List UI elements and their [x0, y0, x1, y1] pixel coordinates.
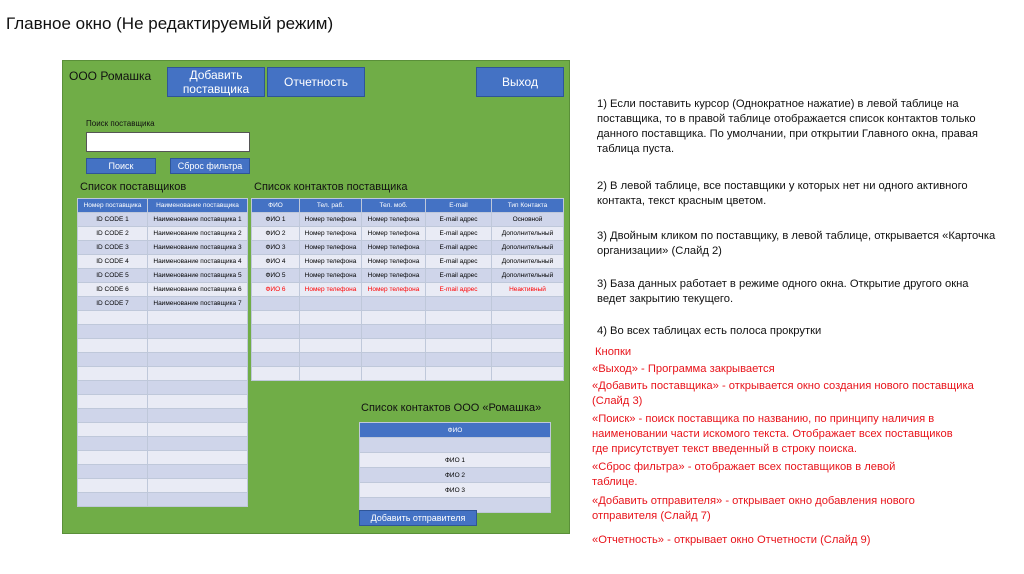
contact-empty-cell [362, 311, 426, 325]
supplier-empty-row [78, 325, 248, 339]
search-label: Поиск поставщика [86, 119, 155, 128]
supplier-cell: ID CODE 3 [78, 241, 148, 255]
contact-empty-row [252, 353, 564, 367]
contacts-table [251, 198, 564, 381]
contacts-column-header: Тел. моб. [362, 199, 426, 213]
suppliers-column-header: Наименование поставщика [148, 199, 248, 213]
supplier-row[interactable] [78, 269, 248, 283]
contacts-column-header: E-mail [426, 199, 492, 213]
org-contacts-header-row [360, 423, 551, 438]
supplier-empty-row [78, 339, 248, 353]
supplier-cell: ID CODE 1 [78, 213, 148, 227]
supplier-cell: Наименование поставщика 5 [148, 269, 248, 283]
contact-cell: Дополнительный [492, 255, 564, 269]
supplier-empty-cell [148, 451, 248, 465]
contact-cell: Номер телефона [362, 255, 426, 269]
note-5: 4) Во всех таблицах есть полоса прокрутки [597, 325, 822, 337]
contact-empty-cell [492, 353, 564, 367]
supplier-empty-row [78, 451, 248, 465]
contact-cell: Номер телефона [300, 283, 362, 297]
contact-cell: E-mail адрес [426, 213, 492, 227]
supplier-empty-row [78, 311, 248, 325]
supplier-empty-cell [78, 325, 148, 339]
button-note-reset-filter: «Сброс фильтра» - отображает всех поставщиков в левой таблице. [592, 461, 896, 488]
org-contacts-table [359, 422, 551, 513]
reports-button[interactable]: Отчетность [267, 67, 365, 97]
supplier-empty-row [78, 381, 248, 395]
supplier-empty-cell [78, 381, 148, 395]
contact-cell: E-mail адрес [426, 269, 492, 283]
supplier-empty-cell [148, 423, 248, 437]
contacts-title: Список контактов поставщика [254, 181, 408, 193]
slide-title: Главное окно (Не редактируемый режим) [6, 14, 334, 33]
contacts-column-header: Тип Контакта [492, 199, 564, 213]
note-1: 1) Если поставить курсор (Однократное нажатие) в левой таблице на поставщика, то в правой таблице отображается список контактов только данного поставщика. По умолчании, при открытии Главного окна, правая таблица пуста. [597, 98, 978, 155]
supplier-empty-cell [148, 339, 248, 353]
supplier-row[interactable] [78, 297, 248, 311]
contact-empty-cell [300, 353, 362, 367]
search-button[interactable]: Поиск [86, 158, 156, 174]
contact-cell: ФИО 3 [252, 241, 300, 255]
supplier-empty-cell [78, 367, 148, 381]
supplier-empty-cell [78, 339, 148, 353]
contact-row[interactable] [252, 255, 564, 269]
contacts-header-row [252, 199, 564, 213]
contact-empty-cell [362, 325, 426, 339]
contact-cell: Номер телефона [300, 255, 362, 269]
contact-empty-cell [300, 325, 362, 339]
org-contact-empty-row [360, 438, 551, 453]
contact-empty-cell [492, 339, 564, 353]
supplier-row[interactable] [78, 241, 248, 255]
supplier-cell: ID CODE 4 [78, 255, 148, 269]
supplier-empty-cell [148, 395, 248, 409]
add-supplier-button[interactable]: Добавить поставщика [167, 67, 265, 97]
supplier-empty-row [78, 367, 248, 381]
contact-empty-row [252, 311, 564, 325]
suppliers-header-row [78, 199, 248, 213]
contact-row[interactable] [252, 227, 564, 241]
button-note-exit: «Выход» - Программа закрывается [592, 363, 775, 375]
contact-cell: E-mail адрес [426, 283, 492, 297]
contact-cell: Номер телефона [300, 241, 362, 255]
org-contact-row[interactable] [360, 468, 551, 483]
supplier-empty-cell [78, 493, 148, 507]
contact-empty-cell [252, 367, 300, 381]
contact-empty-cell [362, 353, 426, 367]
buttons-heading: Кнопки [595, 346, 632, 358]
supplier-cell: ID CODE 2 [78, 227, 148, 241]
contact-empty-cell [492, 311, 564, 325]
supplier-empty-cell [78, 395, 148, 409]
contact-empty-cell [426, 353, 492, 367]
contact-empty-cell [492, 297, 564, 311]
contact-cell: E-mail адрес [426, 241, 492, 255]
contact-cell: Номер телефона [362, 283, 426, 297]
search-input[interactable] [86, 132, 250, 152]
exit-button[interactable]: Выход [476, 67, 564, 97]
org-name-label: ООО Ромашка [69, 69, 152, 83]
note-2: 2) В левой таблице, все поставщики у которых нет ни одного активного контакта, текст красным цветом. [597, 180, 968, 207]
contact-empty-cell [426, 311, 492, 325]
contact-cell: E-mail адрес [426, 255, 492, 269]
supplier-empty-row [78, 353, 248, 367]
button-note-search: «Поиск» - поиск поставщика по названию, по принципу наличия в наименовании части искомого текста. Отображает всех поставщиков где присутствует текст введенный в строку поиска. [592, 413, 953, 455]
supplier-empty-cell [148, 353, 248, 367]
supplier-empty-cell [78, 423, 148, 437]
supplier-row[interactable] [78, 213, 248, 227]
contacts-column-header: ФИО [252, 199, 300, 213]
main-window [62, 60, 570, 534]
button-note-reports: «Отчетность» - открывает окно Отчетности (Слайд 9) [592, 534, 871, 546]
org-contact-row[interactable] [360, 483, 551, 498]
contact-empty-cell [362, 339, 426, 353]
supplier-empty-cell [148, 367, 248, 381]
contact-empty-cell [300, 339, 362, 353]
contact-empty-row [252, 367, 564, 381]
contact-empty-cell [252, 339, 300, 353]
contact-row[interactable] [252, 213, 564, 227]
suppliers-column-header: Номер поставщика [78, 199, 148, 213]
org-contact-row[interactable] [360, 453, 551, 468]
supplier-cell: Наименование поставщика 3 [148, 241, 248, 255]
contact-empty-row [252, 297, 564, 311]
contact-empty-row [252, 325, 564, 339]
contact-cell: Номер телефона [300, 269, 362, 283]
contact-empty-cell [492, 367, 564, 381]
contact-empty-cell [362, 297, 426, 311]
supplier-empty-cell [78, 437, 148, 451]
supplier-empty-cell [148, 493, 248, 507]
org-contact-cell: ФИО 3 [360, 483, 551, 498]
contacts-column-header: Тел. раб. [300, 199, 362, 213]
contact-row[interactable] [252, 269, 564, 283]
contact-empty-cell [252, 325, 300, 339]
contact-cell: Номер телефона [300, 227, 362, 241]
contact-cell: Номер телефона [362, 227, 426, 241]
contact-cell: ФИО 2 [252, 227, 300, 241]
contact-empty-cell [252, 353, 300, 367]
supplier-empty-cell [148, 437, 248, 451]
suppliers-title: Список поставщиков [80, 181, 187, 193]
contact-cell: Номер телефона [362, 241, 426, 255]
org-contacts-column-header: ФИО [360, 423, 551, 438]
supplier-empty-row [78, 479, 248, 493]
supplier-empty-row [78, 409, 248, 423]
supplier-empty-cell [78, 465, 148, 479]
supplier-row[interactable] [78, 255, 248, 269]
supplier-empty-cell [148, 325, 248, 339]
contact-row[interactable] [252, 283, 564, 297]
supplier-cell: Наименование поставщика 4 [148, 255, 248, 269]
add-sender-button[interactable]: Добавить отправителя [359, 510, 477, 526]
org-contact-cell: ФИО 2 [360, 468, 551, 483]
org-contact-cell: ФИО 1 [360, 453, 551, 468]
contact-cell: Номер телефона [362, 269, 426, 283]
supplier-cell: Наименование поставщика 1 [148, 213, 248, 227]
contact-cell: ФИО 1 [252, 213, 300, 227]
supplier-empty-cell [148, 479, 248, 493]
supplier-empty-cell [78, 353, 148, 367]
contact-cell: Дополнительный [492, 227, 564, 241]
org-contacts-title: Список контактов ООО «Ромашка» [361, 402, 542, 414]
supplier-empty-row [78, 423, 248, 437]
supplier-empty-row [78, 465, 248, 479]
supplier-empty-cell [78, 479, 148, 493]
reset-filter-button[interactable]: Сброс фильтра [170, 158, 250, 174]
contact-cell: Основной [492, 213, 564, 227]
contact-empty-cell [426, 339, 492, 353]
note-3: 3) Двойным кликом по поставщику, в левой таблице, открывается «Карточка организации» (Слайд 2) [597, 230, 996, 257]
supplier-empty-cell [148, 311, 248, 325]
contact-cell: ФИО 4 [252, 255, 300, 269]
supplier-row[interactable] [78, 227, 248, 241]
contact-cell: Номер телефона [300, 213, 362, 227]
contact-cell: Дополнительный [492, 241, 564, 255]
suppliers-table [77, 198, 248, 507]
contact-cell: Номер телефона [362, 213, 426, 227]
button-note-add-sender: «Добавить отправителя» - открывает окно добавления нового отправителя (Слайд 7) [592, 495, 915, 522]
contact-empty-cell [492, 325, 564, 339]
contact-empty-cell [252, 297, 300, 311]
contact-empty-cell [426, 297, 492, 311]
supplier-cell: Наименование поставщика 7 [148, 297, 248, 311]
contact-row[interactable] [252, 241, 564, 255]
contact-cell: ФИО 6 [252, 283, 300, 297]
contact-empty-cell [252, 311, 300, 325]
contact-empty-cell [300, 297, 362, 311]
supplier-cell: ID CODE 6 [78, 283, 148, 297]
contact-empty-cell [300, 367, 362, 381]
contact-empty-cell [426, 325, 492, 339]
org-contact-empty-cell [360, 438, 551, 453]
contact-empty-cell [426, 367, 492, 381]
contact-empty-cell [300, 311, 362, 325]
contact-cell: Дополнительный [492, 269, 564, 283]
supplier-empty-row [78, 437, 248, 451]
note-4: 3) База данных работает в режиме одного окна. Открытие другого окна ведет закрытию текущего. [597, 278, 969, 305]
supplier-empty-row [78, 395, 248, 409]
supplier-cell: Наименование поставщика 6 [148, 283, 248, 297]
contact-cell: ФИО 5 [252, 269, 300, 283]
contact-empty-row [252, 339, 564, 353]
supplier-cell: Наименование поставщика 2 [148, 227, 248, 241]
contact-cell: Неактивный [492, 283, 564, 297]
button-note-add-supplier: «Добавить поставщика» - открывается окно создания нового поставщика (Слайд 3) [592, 380, 974, 407]
contact-empty-cell [362, 367, 426, 381]
contact-cell: E-mail адрес [426, 227, 492, 241]
supplier-empty-cell [148, 409, 248, 423]
supplier-cell: ID CODE 5 [78, 269, 148, 283]
supplier-empty-cell [78, 451, 148, 465]
supplier-empty-cell [148, 465, 248, 479]
supplier-empty-cell [148, 381, 248, 395]
supplier-empty-row [78, 493, 248, 507]
supplier-row[interactable] [78, 283, 248, 297]
supplier-cell: ID CODE 7 [78, 297, 148, 311]
supplier-empty-cell [78, 311, 148, 325]
supplier-empty-cell [78, 409, 148, 423]
